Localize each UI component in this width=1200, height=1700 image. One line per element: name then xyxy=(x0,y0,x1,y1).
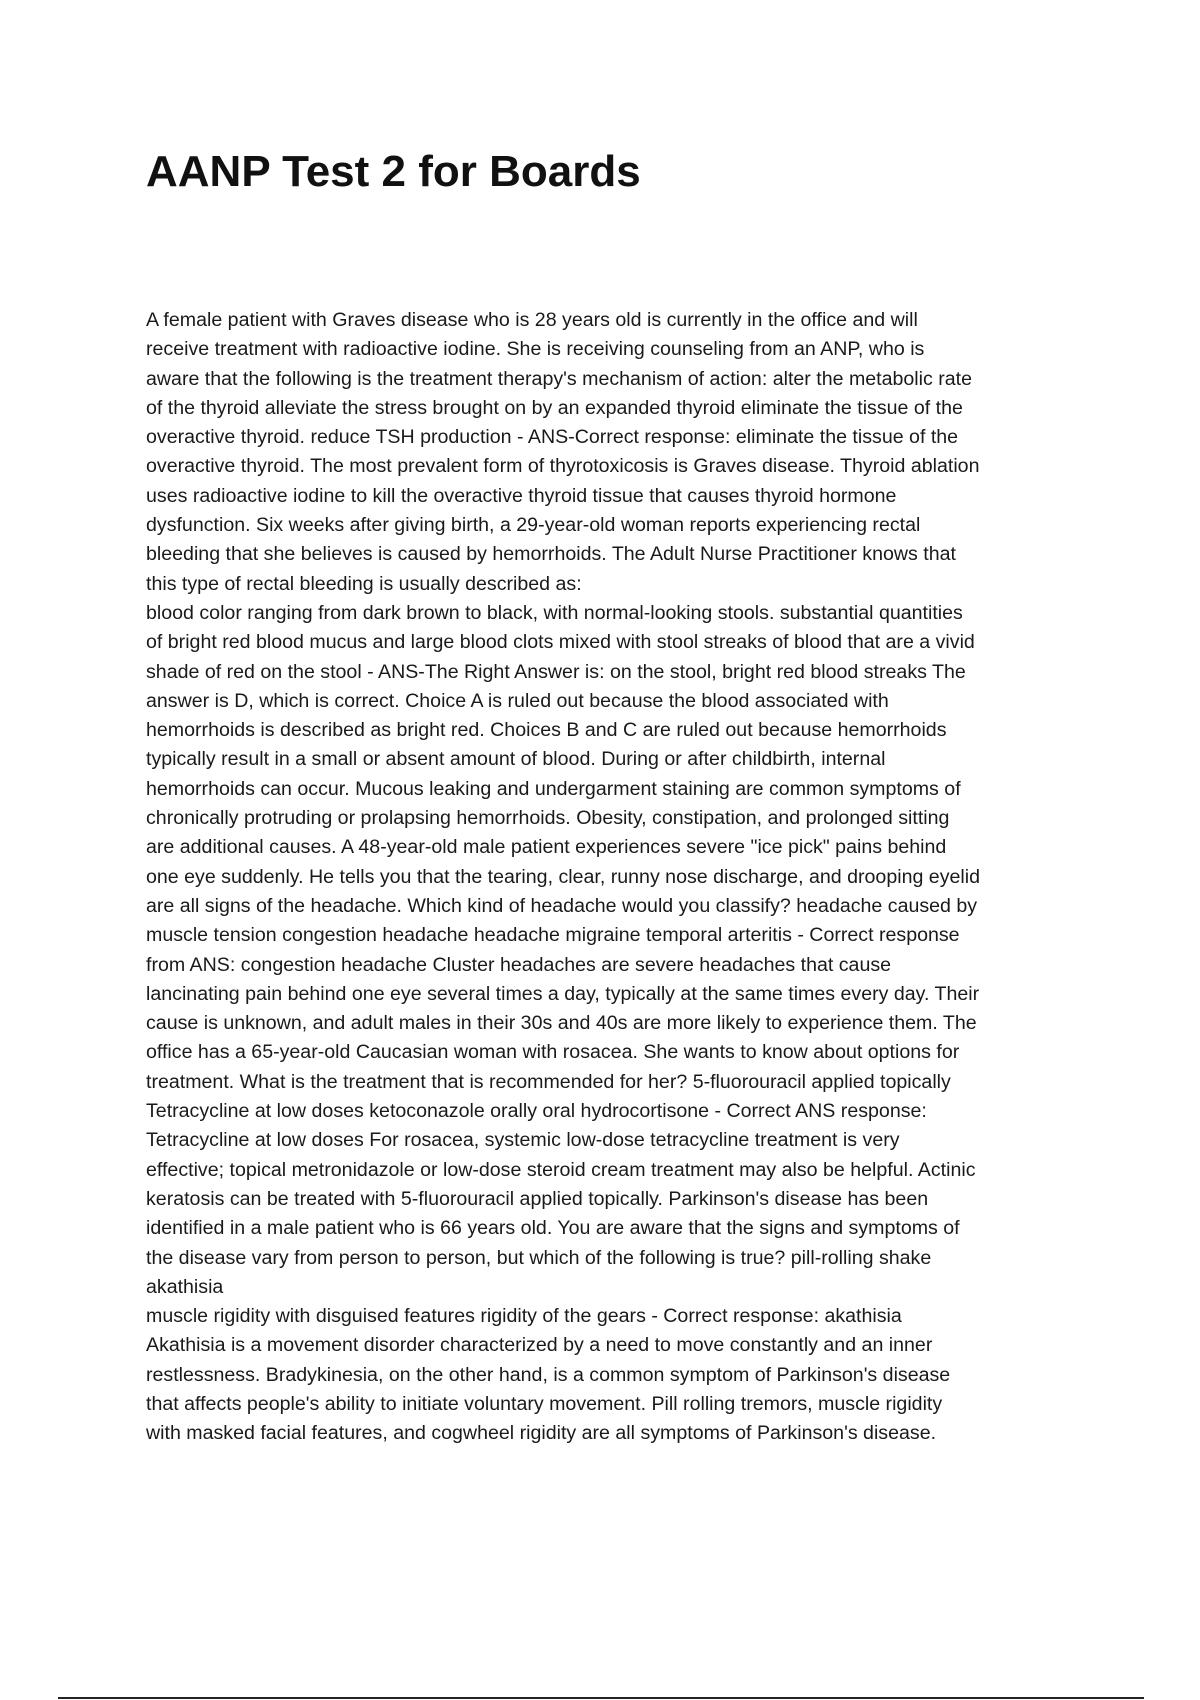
body-line: one eye suddenly. He tells you that the tearing, clear, runny nose discharge, and drooping eyelid xyxy=(146,865,980,888)
body-line: dysfunction. Six weeks after giving birth, a 29-year-old woman reports experiencing rectal xyxy=(146,514,921,537)
body-line: restlessness. Bradykinesia, on the other hand, is a common symptom of Parkinson's disease xyxy=(146,1363,951,1386)
footer-divider xyxy=(58,1697,1144,1699)
body-line: keratosis can be treated with 5-fluorouracil applied topically. Parkinson's disease has been xyxy=(146,1187,929,1210)
body-line: are all signs of the headache. Which kind of headache would you classify? headache caused by xyxy=(146,894,978,917)
body-line: treatment. What is the treatment that is recommended for her? 5-fluorouracil applied topically xyxy=(146,1070,951,1093)
page-title: AANP Test 2 for Boards xyxy=(146,147,641,196)
body-line: cause is unknown, and adult males in their 30s and 40s are more likely to experience them. The xyxy=(146,1012,977,1035)
body-line: from ANS: congestion headache Cluster headaches are severe headaches that cause xyxy=(146,953,892,976)
body-line: bleeding that she believes is caused by hemorrhoids. The Adult Nurse Practitioner knows that xyxy=(146,543,956,566)
body-line: muscle rigidity with disguised features rigidity of the gears - Correct response: akathisia xyxy=(146,1305,902,1328)
body-line: effective; topical metronidazole or low-dose steroid cream treatment may also be helpful. Actinic xyxy=(146,1158,976,1181)
body-line: blood color ranging from dark brown to black, with normal-looking stools. substantial quantities xyxy=(146,601,963,624)
body-line: Tetracycline at low doses ketoconazole orally oral hydrocortisone - Correct ANS response: xyxy=(146,1100,927,1123)
body-line: this type of rectal bleeding is usually described as: xyxy=(146,572,582,595)
body-line: Akathisia is a movement disorder characterized by a need to move constantly and an inner xyxy=(146,1334,933,1357)
body-line: receive treatment with radioactive iodine. She is receiving counseling from an ANP, who is xyxy=(146,338,925,361)
body-line: overactive thyroid. reduce TSH production - ANS-Correct response: eliminate the tissue of the xyxy=(146,426,959,449)
body-line: the disease vary from person to person, but which of the following is true? pill-rolling shake xyxy=(146,1246,932,1269)
body-line: typically result in a small or absent amount of blood. During or after childbirth, internal xyxy=(146,748,886,771)
body-line: lancinating pain behind one eye several times a day, typically at the same times every day. Their xyxy=(146,982,980,1005)
body-line: aware that the following is the treatment therapy's mechanism of action: alter the metabolic rate xyxy=(146,367,973,390)
body-line: with masked facial features, and cogwheel rigidity are all symptoms of Parkinson's disease. xyxy=(146,1422,937,1445)
body-line: identified in a male patient who is 66 years old. You are aware that the signs and symptoms of xyxy=(146,1217,960,1240)
body-line: of the thyroid alleviate the stress brought on by an expanded thyroid eliminate the tissue of the xyxy=(146,396,963,419)
body-line: office has a 65-year-old Caucasian woman with rosacea. She wants to know about options for xyxy=(146,1041,960,1064)
body-line: uses radioactive iodine to kill the overactive thyroid tissue that causes thyroid hormone xyxy=(146,484,897,507)
body-line: that affects people's ability to initiate voluntary movement. Pill rolling tremors, muscle rigidity xyxy=(146,1392,943,1415)
body-line: hemorrhoids can occur. Mucous leaking and undergarment staining are common symptoms of xyxy=(146,777,961,800)
body-line: muscle tension congestion headache headache migraine temporal arteritis - Correct response xyxy=(146,924,960,947)
body-line: shade of red on the stool - ANS-The Right Answer is: on the stool, bright red blood streaks The xyxy=(146,660,966,683)
body-line: overactive thyroid. The most prevalent form of thyrotoxicosis is Graves disease. Thyroid ablation xyxy=(146,455,980,478)
body-line: A female patient with Graves disease who is 28 years old is currently in the office and will xyxy=(146,309,918,331)
body-line: chronically protruding or prolapsing hemorrhoids. Obesity, constipation, and prolonged sitting xyxy=(146,807,950,830)
body-line: of bright red blood mucus and large blood clots mixed with stool streaks of blood that are a vivid xyxy=(146,631,975,654)
body-line: answer is D, which is correct. Choice A is ruled out because the blood associated with xyxy=(146,689,889,712)
body-line: akathisia xyxy=(146,1275,224,1298)
body-line: are additional causes. A 48-year-old male patient experiences severe "ice pick" pains behind xyxy=(146,836,947,859)
document-body xyxy=(146,306,1106,1449)
body-line: Tetracycline at low doses For rosacea, systemic low-dose tetracycline treatment is very xyxy=(146,1129,900,1152)
body-line: hemorrhoids is described as bright red. Choices B and C are ruled out because hemorrhoids xyxy=(146,719,947,742)
